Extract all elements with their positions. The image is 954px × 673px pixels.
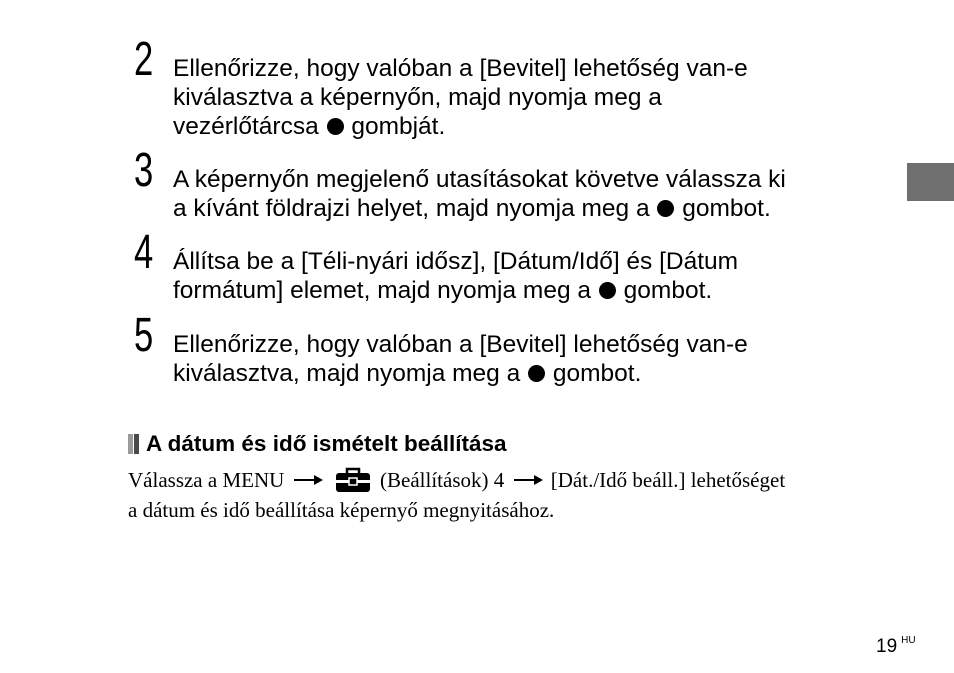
step-text: [173, 330, 903, 388]
step-text: [173, 247, 903, 305]
center-button-icon: [528, 365, 545, 382]
right-arrow-icon: [513, 475, 543, 485]
step-line: Állítsa be a [Téli-nyári idősz], [Dátum/Idő] és [Dátum: [173, 248, 739, 275]
section-body: [128, 465, 908, 525]
step-number: 2: [134, 33, 153, 86]
step-line: Ellenőrizze, hogy valóban a [Bevitel] lehetőség van-e: [173, 55, 748, 82]
section-marker-icon: [128, 434, 140, 454]
section-title: A dátum és idő ismételt beállítása: [146, 431, 507, 456]
step-number: 3: [134, 144, 153, 197]
chapter-side-tab: [907, 163, 954, 201]
step-line: a kívánt földrajzi helyet, majd nyomja meg a gombot.: [173, 195, 771, 222]
body-line: a dátum és idő beállítása képernyő megnyitásához.: [128, 498, 555, 522]
step-text: [173, 54, 903, 141]
center-button-icon: [599, 282, 616, 299]
toolbox-icon: [335, 467, 371, 493]
step-text: [173, 165, 903, 223]
page-number: 19 $^{HU}$: [876, 635, 916, 657]
step-line: kiválasztva, majd nyomja meg a gombot.: [173, 360, 642, 387]
language-code: HU: [901, 635, 916, 646]
step-number: 4: [134, 226, 153, 279]
step-line: formátum] elemet, majd nyomja meg a gombot.: [173, 277, 713, 304]
center-button-icon: [657, 200, 674, 217]
step-line: Ellenőrizze, hogy valóban a [Bevitel] lehetőség van-e: [173, 331, 748, 358]
step-line: A képernyőn megjelenő utasításokat követve válassza ki: [173, 166, 786, 193]
step-line: kiválasztva a képernyőn, majd nyomja meg a: [173, 84, 662, 111]
body-line: Válassza a MENU (Beállítások) 4 [Dát./Idő beáll.] lehetőséget: [128, 468, 786, 492]
right-arrow-icon: [293, 475, 323, 485]
section-heading: [128, 430, 507, 458]
control-wheel-center-button-icon: [327, 118, 344, 135]
step-number: 5: [134, 309, 153, 362]
step-line: vezérlőtárcsa gombját.: [173, 113, 446, 140]
